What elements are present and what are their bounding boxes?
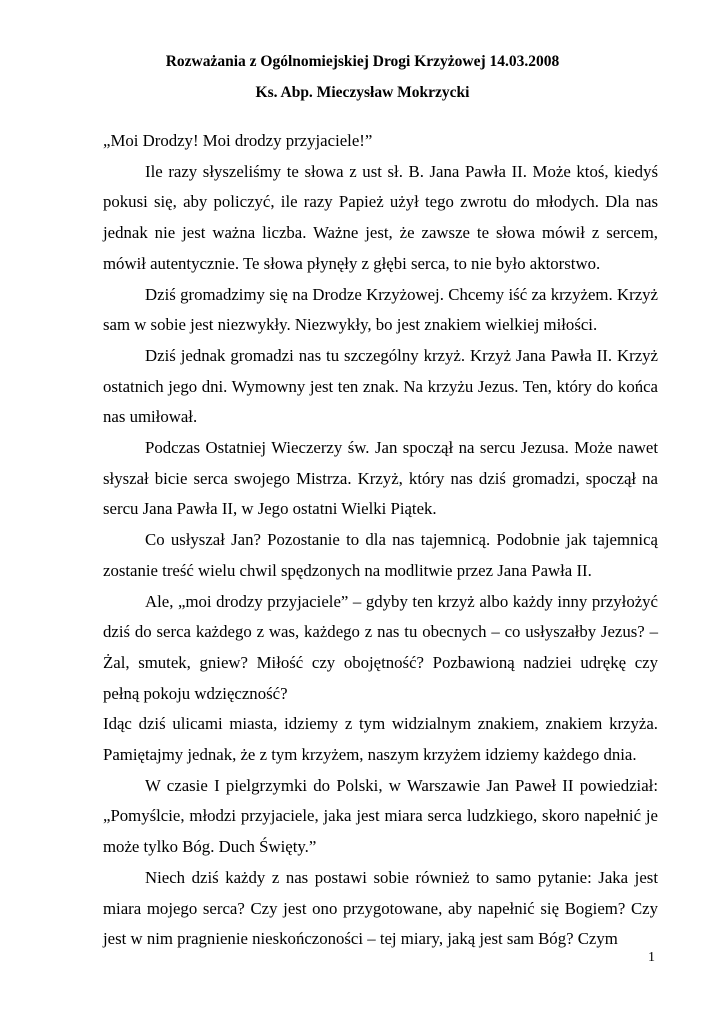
paragraph-greeting: „Moi Drodzy! Moi drodzy przyjaciele!”: [103, 131, 373, 150]
paragraph: Dziś gromadzimy się na Drodze Krzyżowej. Chcemy iść za krzyżem. Krzyż sam w sobie jest niezwykły. Niezwykły, bo jest znakiem wielkiej miłości.: [103, 284, 658, 335]
paragraph: Co usłyszał Jan? Pozostanie to dla nas tajemnicą. Podobnie jak tajemnicą zostanie treść wielu chwil spędzonych na modlitwie przez Jana Pawła II.: [103, 530, 658, 580]
paragraph: Ile razy słyszeliśmy te słowa z ust sł. B. Jana Pawła II. Może ktoś, kiedyś pokusi się, aby policzyć, ile razy Papież użył tego zwrotu do młodych. Dla nas jednak nie jest ważna liczba. Ważne jest, że zawsze te słowa mówił z sercem, mówił autentycznie. Te słowa płynęły z głębi serca, to nie było aktorstwo.: [103, 161, 658, 273]
page-number: 1: [648, 950, 655, 965]
document-author: Ks. Abp. Mieczysław Mokrzycki: [255, 84, 470, 101]
document-title: Rozważania z Ogólnomiejskiej Drogi Krzyżowej 14.03.2008: [165, 53, 560, 70]
paragraph: Ale, „moi drodzy przyjaciele” – gdyby ten krzyż albo każdy inny przyłożyć dziś do serca każdego z was, każdego z nas tu obecnych – co usłyszałby Jezus? – Żal, smutek, gniew? Miłość czy obojętność? Pozbawioną nadziei udrękę czy pełną pokoju wdzięczność?: [103, 591, 658, 703]
paragraph: Niech dziś każdy z nas postawi sobie również to samo pytanie: Jaka jest miara mojego serca? Czy jest ono przygotowane, aby napełnić się Bogiem? Czy jest w nim pragnienie nieskończoności – tej miary, jaką jest sam Bóg? Czym: [103, 867, 658, 949]
paragraph: W czasie I pielgrzymki do Polski, w Warszawie Jan Paweł II powiedział: „Pomyślcie, młodzi przyjaciele, jaka jest miara serca ludzkiego, skoro napełnić je może tylko Bóg. Duch Święty.”: [103, 775, 658, 857]
paragraph: Idąc dziś ulicami miasta, idziemy z tym widzialnym znakiem, znakiem krzyża. Pamiętajmy jednak, że z tym krzyżem, naszym krzyżem idziemy każdego dnia.: [103, 714, 658, 765]
paragraph: Dziś jednak gromadzi nas tu szczególny krzyż. Krzyż Jana Pawła II. Krzyż ostatnich jego dni. Wymowny jest ten znak. Na krzyżu Jezus. Ten, który do końca nas umiłował.: [103, 345, 658, 427]
document-body: [103, 126, 658, 955]
paragraph: Podczas Ostatniej Wieczerzy św. Jan spoczął na sercu Jezusa. Może nawet słyszał bicie serca swojego Mistrza. Krzyż, który nas dziś gromadzi, spoczął na sercu Jana Pawła II, w Jego ostatni Wielki Piątek.: [103, 438, 658, 519]
